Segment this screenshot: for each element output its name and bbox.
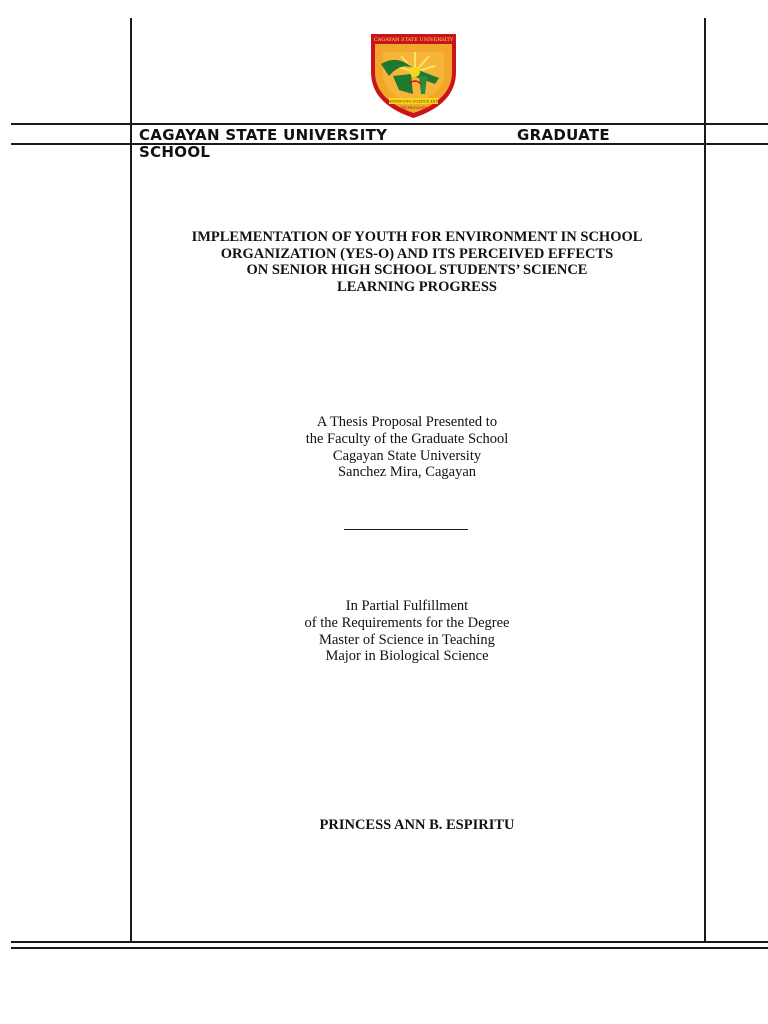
separator-line — [344, 529, 468, 530]
presented-line: Sanchez Mira, Cagayan — [337, 464, 477, 481]
fulfillment-line: Major in Biological Science — [325, 648, 489, 665]
presentation-statement — [160, 414, 654, 481]
header-top-rule — [11, 123, 768, 125]
university-name: CAGAYAN STATE UNIVERSITY — [139, 126, 388, 144]
fulfillment-line: Master of Science in Teaching — [319, 631, 495, 648]
svg-text:ADVANCING SCIENCE AND: ADVANCING SCIENCE AND — [388, 99, 439, 104]
author-name: PRINCESS ANN B. ESPIRITU — [319, 817, 515, 833]
left-border-line — [130, 18, 132, 943]
right-border-line — [704, 18, 706, 943]
title-line: ORGANIZATION (YES-O) AND ITS PERCEIVED EFFECTS — [220, 245, 614, 262]
presented-line: the Faculty of the Graduate School — [305, 430, 509, 447]
school-name-line1: GRADUATE — [517, 126, 610, 144]
svg-text:TECHNOLOGY: TECHNOLOGY — [400, 106, 427, 110]
title-line: ON SENIOR HIGH SCHOOL STUDENTS’ SCIENCE — [246, 262, 588, 279]
presented-line: A Thesis Proposal Presented to — [316, 414, 498, 430]
title-line: LEARNING PROGRESS — [337, 278, 497, 295]
university-seal-logo — [369, 32, 458, 120]
fulfillment-line: of the Requirements for the Degree — [304, 614, 510, 631]
fulfillment-line: In Partial Fulfillment — [345, 598, 469, 614]
thesis-title — [160, 229, 674, 295]
institution-header — [139, 127, 619, 161]
footer-rule-upper — [11, 941, 768, 943]
presented-line: Cagayan State University — [332, 447, 482, 464]
fulfillment-statement — [160, 598, 654, 665]
footer-rule-lower — [11, 947, 768, 949]
svg-text:CAGAYAN STATE UNIVERSITY: CAGAYAN STATE UNIVERSITY — [373, 37, 454, 44]
title-line: IMPLEMENTATION OF YOUTH FOR ENVIRONMENT IN SCHOOL — [191, 229, 643, 245]
school-name-line2: SCHOOL — [139, 143, 211, 161]
